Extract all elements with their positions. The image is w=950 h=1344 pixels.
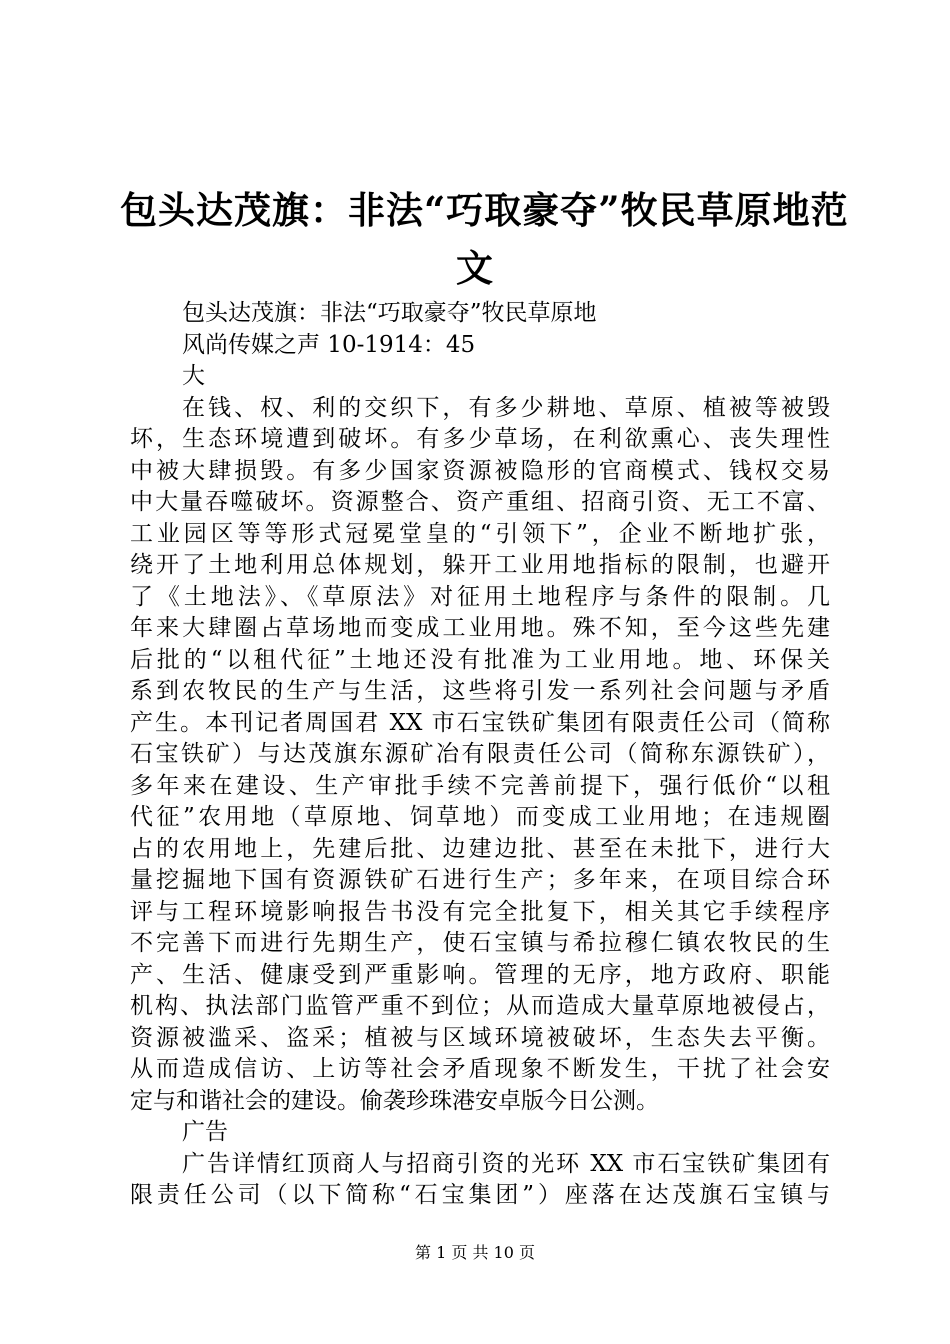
paragraph-1-line: 后批的“以租代征”土地还没有批准为工业用地。地、环保关 bbox=[130, 646, 830, 673]
paragraph-1-line: 工业园区等等形式冠冕堂皇的“引领下”，企业不断地扩张， bbox=[130, 520, 830, 547]
paragraph-1-line: 多年来在建设、生产审批手续不完善前提下，强行低价“以租 bbox=[130, 772, 830, 799]
paragraph-1-line: 从而造成信访、上访等社会矛盾现象不断发生，干扰了社会安 bbox=[130, 1056, 830, 1082]
paragraph-1-line: 产、生活、健康受到严重影响。管理的无序，地方政府、职能 bbox=[130, 961, 830, 988]
paragraph-1-line: 代征”农用地（草原地、饲草地）而变成工业用地；在违规圈 bbox=[130, 804, 830, 830]
paragraph-1-line: 系到农牧民的生产与生活，这些将引发一系列社会问题与矛盾 bbox=[130, 678, 830, 704]
paragraph-1-line: 量挖掘地下国有资源铁矿石进行生产；多年来，在项目综合环 bbox=[130, 867, 830, 893]
paragraph-1-line: 中大量吞噬破坏。资源整合、资产重组、招商引资、无工不富、 bbox=[130, 489, 830, 515]
paragraph-1-line: 定与和谐社会的建设。偷袭珍珠港安卓版今日公测。 bbox=[130, 1087, 659, 1114]
document-title-line-2: 文 bbox=[456, 246, 494, 290]
paragraph-1-line: 机构、执法部门监管严重不到位；从而造成大量草原地被侵占， bbox=[130, 993, 830, 1019]
paragraph-1-line: 产生。本刊记者周国君 XX 市石宝铁矿集团有限责任公司（简称 bbox=[130, 709, 830, 736]
paragraph-1-line: 在钱、权、利的交织下，有多少耕地、草原、植被等被毁 bbox=[182, 394, 830, 421]
ad-label: 广告 bbox=[182, 1119, 228, 1145]
paragraph-1-line: 绕开了土地利用总体规划，躲开工业用地指标的限制，也避开 bbox=[130, 552, 830, 578]
paragraph-1-line: 了《土地法》、《草原法》对征用土地程序与条件的限制。几 bbox=[130, 583, 830, 610]
paragraph-1-line: 年来大肆圈占草场地而变成工业用地。殊不知，至今这些先建 bbox=[130, 615, 830, 641]
fragment-line: 大 bbox=[182, 363, 205, 389]
paragraph-1-line: 占的农用地上，先建后批、边建边批、甚至在未批下，进行大 bbox=[130, 835, 830, 862]
paragraph-1-line: 中被大肆损毁。有多少国家资源被隐形的官商模式、钱权交易 bbox=[130, 457, 830, 484]
paragraph-1-line: 不完善下而进行先期生产，使石宝镇与希拉穆仁镇农牧民的生 bbox=[130, 930, 830, 956]
page-number-footer: 第 1 页 共 10 页 bbox=[415, 1243, 535, 1262]
document-title-line-1: 包头达茂旗：非法“巧取豪夺”牧民草原地范 bbox=[120, 188, 849, 232]
paragraph-1-line: 石宝铁矿）与达茂旗东源矿冶有限责任公司（简称东源铁矿）， bbox=[130, 741, 830, 767]
source-timestamp-line: 风尚传媒之声 10-1914：45 bbox=[182, 331, 476, 358]
paragraph-1-line: 评与工程环境影响报告书没有完全批复下，相关其它手续程序 bbox=[130, 898, 830, 925]
subtitle-line: 包头达茂旗：非法“巧取豪夺”牧民草原地 bbox=[182, 300, 597, 326]
paragraph-2-line: 限责任公司（以下简称“石宝集团”）座落在达茂旗石宝镇与 bbox=[130, 1182, 830, 1208]
paragraph-2-line: 广告详情红顶商人与招商引资的光环 XX 市石宝铁矿集团有 bbox=[182, 1150, 830, 1177]
document-body bbox=[130, 298, 830, 1212]
paragraph-1-line: 坏，生态环境遭到破坏。有多少草场，在利欲熏心、丧失理性 bbox=[130, 426, 830, 452]
paragraph-1-line: 资源被滥采、盗采；植被与区域环境被破坏，生态失去平衡。 bbox=[130, 1024, 830, 1051]
